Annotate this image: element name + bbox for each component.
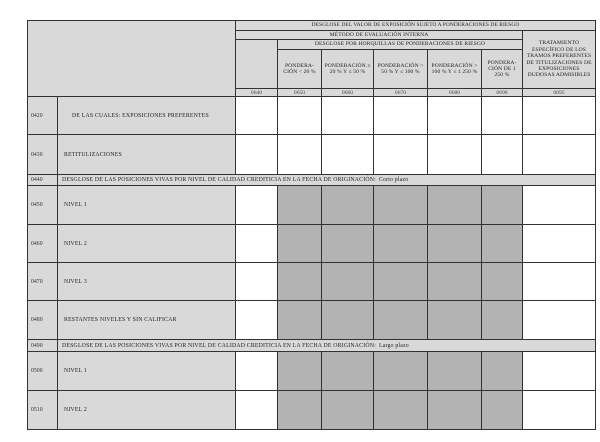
- row-label: NIVEL 2: [58, 225, 236, 263]
- banner-label: DESGLOSE DE LAS POSICIONES VIVAS POR NIVEL DE CALIDAD CREDITICIA EN LA FECHA DE ORIGINACIÓN:: [62, 342, 376, 349]
- input-cell[interactable]: [374, 97, 428, 135]
- special-treatment-header: TRATAMIENTO ESPECÍFICO DE LOS TRAMOS PREFERENTES DE TITULIZACIONES DE EXPOSICIONES DUDOSAS ADMISIBLES: [523, 31, 596, 89]
- shaded-cell: [428, 225, 482, 263]
- row-code: 0510: [27, 391, 58, 430]
- shaded-cell: [278, 263, 322, 301]
- col-0650-label: PONDERA-CIÓN < 20 %: [278, 50, 322, 89]
- input-cell[interactable]: [523, 352, 596, 391]
- row-label: NIVEL 1: [58, 352, 236, 391]
- input-cell[interactable]: [236, 97, 278, 135]
- input-cell[interactable]: [236, 186, 278, 225]
- shaded-cell: [374, 301, 428, 340]
- col-code-0695: 0695: [523, 89, 596, 97]
- section-banner: [58, 340, 596, 352]
- shaded-cell: [428, 391, 482, 430]
- row-label: NIVEL 3: [58, 263, 236, 301]
- shaded-cell: [482, 391, 523, 430]
- shaded-cell: [482, 186, 523, 225]
- shaded-cell: [322, 352, 374, 391]
- shaded-cell: [482, 225, 523, 263]
- input-cell[interactable]: [523, 225, 596, 263]
- shaded-cell: [374, 186, 428, 225]
- input-cell[interactable]: [523, 97, 596, 135]
- row-code: 0460: [27, 225, 58, 263]
- shaded-cell: [428, 263, 482, 301]
- banner-label: DESGLOSE DE LAS POSICIONES VIVAS POR NIVEL DE CALIDAD CREDITICIA EN LA FECHA DE ORIGINACIÓN:: [62, 177, 376, 183]
- col-code-0680: 0680: [428, 89, 482, 97]
- col-code-0660: 0660: [322, 89, 374, 97]
- col-0690-label: PONDERA-CIÓN DE 1 250 %: [482, 50, 523, 89]
- banner-suffix: Largo plazo: [378, 342, 409, 349]
- shaded-cell: [374, 352, 428, 391]
- input-cell[interactable]: [236, 263, 278, 301]
- shaded-cell: [278, 301, 322, 340]
- shaded-cell: [322, 263, 374, 301]
- row-code: 0440: [27, 175, 58, 186]
- row-code: 0480: [27, 301, 58, 340]
- col-0660-label: PONDERACIÓN ≥ 20 % Y ≤ 50 %: [322, 50, 374, 89]
- row-label: NIVEL 2: [58, 391, 236, 430]
- shaded-cell: [482, 263, 523, 301]
- shaded-cell: [278, 352, 322, 391]
- col-code-0640: 0640: [236, 89, 278, 97]
- row-label: RETITULIZACIONES: [58, 135, 236, 175]
- exposure-breakdown-table: [27, 20, 596, 430]
- section-banner: [58, 175, 596, 186]
- row-code: 0450: [27, 186, 58, 225]
- shaded-cell: [374, 225, 428, 263]
- row-label: DE LAS CUALES: EXPOSICIONES PREFERENTES: [58, 97, 236, 135]
- shaded-cell: [278, 186, 322, 225]
- input-cell[interactable]: [374, 135, 428, 175]
- shaded-cell: [322, 391, 374, 430]
- input-cell[interactable]: [523, 301, 596, 340]
- row-code: 0430: [27, 135, 58, 175]
- main-title: DESGLOSE DEL VALOR DE EXPOSICIÓN SUJETO A PONDERACIONES DE RIESGO: [236, 20, 596, 31]
- row-label: RESTANTES NIVELES Y SIN CALIFICAR: [58, 301, 236, 340]
- shaded-cell: [322, 301, 374, 340]
- col-0670-label: PONDERACIÓN > 50 % Y ≤ 100 %: [374, 50, 428, 89]
- method-title: MÉTODO DE EVALUACIÓN INTERNA: [236, 31, 523, 40]
- input-cell[interactable]: [322, 97, 374, 135]
- input-cell[interactable]: [236, 391, 278, 430]
- input-cell[interactable]: [278, 135, 322, 175]
- row-code: 0490: [27, 340, 58, 352]
- banner-suffix: Corto plazo: [378, 177, 409, 183]
- row-code: 0470: [27, 263, 58, 301]
- shaded-cell: [482, 352, 523, 391]
- input-cell[interactable]: [322, 135, 374, 175]
- input-cell[interactable]: [236, 301, 278, 340]
- shaded-cell: [428, 301, 482, 340]
- shaded-cell: [482, 301, 523, 340]
- input-cell[interactable]: [236, 225, 278, 263]
- shaded-cell: [322, 225, 374, 263]
- shaded-cell: [374, 391, 428, 430]
- row-code: 0500: [27, 352, 58, 391]
- input-cell[interactable]: [428, 97, 482, 135]
- input-cell[interactable]: [428, 135, 482, 175]
- shaded-cell: [428, 352, 482, 391]
- shaded-cell: [278, 225, 322, 263]
- col-code-0690: 0690: [482, 89, 523, 97]
- col-code-0650: 0650: [278, 89, 322, 97]
- row-code: 0420: [27, 97, 58, 135]
- input-cell[interactable]: [523, 263, 596, 301]
- input-cell[interactable]: [278, 97, 322, 135]
- col-0680-label: PONDERACIÓN > 100 % Y ≤ 1 250 %: [428, 50, 482, 89]
- input-cell[interactable]: [236, 352, 278, 391]
- shaded-cell: [322, 186, 374, 225]
- shaded-cell: [278, 391, 322, 430]
- input-cell[interactable]: [523, 186, 596, 225]
- bands-title: DESGLOSE POR HORQUILLAS DE PONDERACIONES DE RIESGO: [278, 40, 523, 50]
- input-cell[interactable]: [523, 391, 596, 430]
- input-cell[interactable]: [482, 135, 523, 175]
- col-0640-header: [236, 40, 278, 89]
- input-cell[interactable]: [523, 135, 596, 175]
- shaded-cell: [428, 186, 482, 225]
- input-cell[interactable]: [482, 97, 523, 135]
- row-label: NIVEL 1: [58, 186, 236, 225]
- header-corner: [27, 20, 236, 97]
- shaded-cell: [374, 263, 428, 301]
- col-code-0670: 0670: [374, 89, 428, 97]
- input-cell[interactable]: [236, 135, 278, 175]
